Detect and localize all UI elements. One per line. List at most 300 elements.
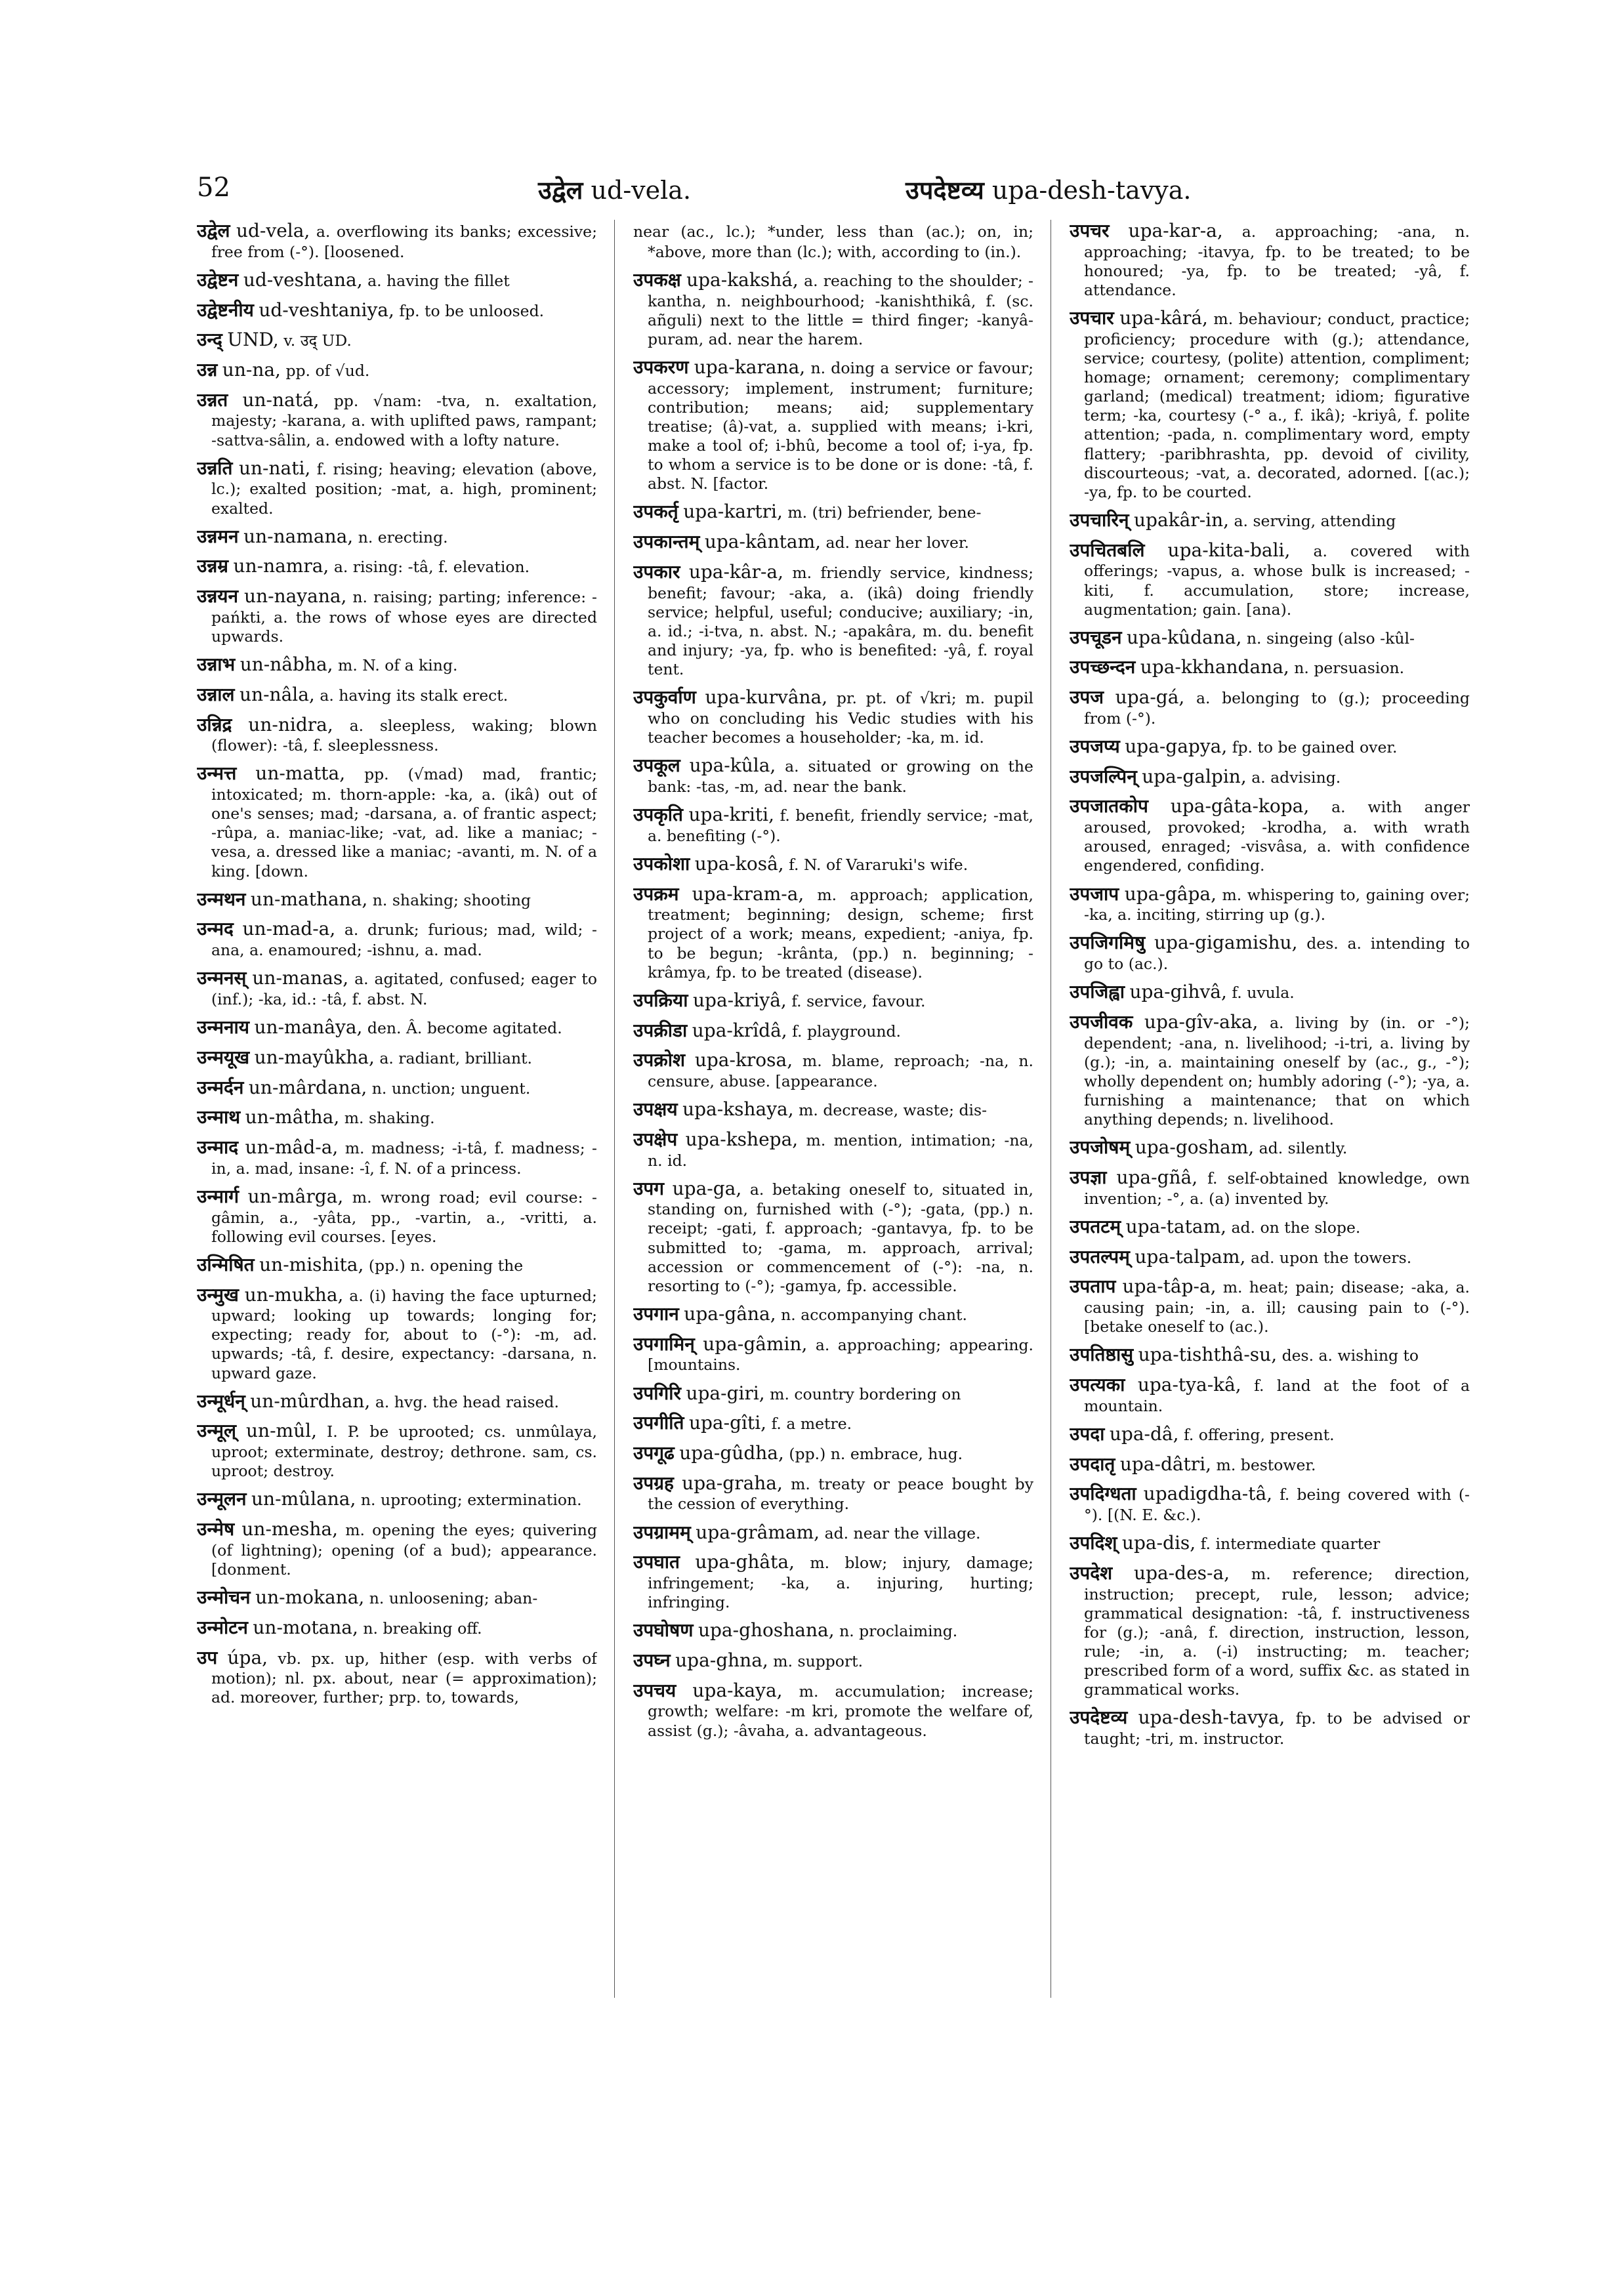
column-divider <box>614 220 615 1998</box>
headword-devanagari: उपज <box>1070 686 1104 709</box>
entry-definition: m. friendly service, kindness; benefit; favour; -aka, a. (ikâ) doing friendly service; helpful, useful; conducive; auxiliary; -in, a. id.; -i-tva, n. abst. N.; -apakâra, m. du. benefit and injury; -ya, fp. who is benefited: -yâ, f. royal tent. <box>648 563 1033 679</box>
headword-transliteration: upa-tâp-a, <box>1122 1275 1217 1298</box>
dictionary-entry <box>633 686 1033 747</box>
dictionary-entry <box>633 1680 1033 1741</box>
entry-definition: f. service, favour. <box>791 991 926 1010</box>
entry-definition: f. a metre. <box>771 1415 852 1434</box>
headword-devanagari: उपजीवक <box>1070 1010 1133 1033</box>
headword-devanagari: उन्नयन <box>197 585 239 608</box>
dictionary-entry <box>633 1020 1033 1043</box>
dictionary-entry <box>1070 1532 1470 1555</box>
headword-devanagari: उन्द् <box>197 329 222 351</box>
entry-definition: a. having its stalk erect. <box>320 686 509 705</box>
dictionary-entry <box>197 1136 597 1178</box>
headword-devanagari: उन्मनस् <box>197 967 247 989</box>
headword-devanagari: उपकर्तृ <box>633 501 678 523</box>
dictionary-entry <box>197 684 597 707</box>
dictionary-entry <box>1070 686 1470 728</box>
entry-definition: den. Â. become agitated. <box>367 1019 562 1038</box>
headword-transliteration: un-mad-a, <box>242 918 336 940</box>
headword-transliteration: un-mâtha, <box>245 1106 340 1128</box>
headword-transliteration: úpa, <box>227 1646 268 1668</box>
headword-transliteration: upa-kriti, <box>688 804 775 825</box>
dictionary-entry <box>633 501 1033 524</box>
entry-definition: n. breaking off. <box>363 1619 482 1638</box>
entry-definition: m. behaviour; conduct, practice; proficiency; procedure with (g.); attendance, service; courtesy, (polite) attention, compliment; homage; ornament; ceremony; complimentary garland; (medical) treatment; idiom; figurative term; -ka, courtesy (-° a., f. ikâ); -kriyâ, f. polite attention; -pada, n. complimentary word, empty flattery; -paribhrashta, pp. devoid of civility, discourteous; -vat, a. decorated, adorned. [(ac.); -ya, fp. to be courted. <box>1084 310 1470 501</box>
dictionary-entry <box>633 356 1033 493</box>
headword-devanagari: उन्मोचन <box>197 1586 251 1609</box>
headword-transliteration: upa-giri, <box>686 1382 765 1404</box>
headword-devanagari: उन्माद <box>197 1136 239 1158</box>
headword-devanagari: उपताप <box>1070 1275 1116 1298</box>
headword-transliteration: upa-tishthâ-su, <box>1138 1344 1278 1366</box>
headword-devanagari: उपचय <box>633 1679 677 1701</box>
headword-transliteration: upa-kar-a, <box>1128 220 1223 241</box>
dictionary-entry <box>1070 509 1470 532</box>
headword-devanagari: उपकान्तम् <box>633 531 700 553</box>
entry-definition: pp. (√mad) mad, frantic; intoxicated; m. thorn-apple: -ka, a. (ikâ) out of one's senses; mad; -darsana, a. of frantic aspect; -rûpa, a. maniac-like; -vat, ad. like a maniac; -vesa, a. dressed like a maniac; -avanti, m. N. of a king. [down. <box>211 765 597 880</box>
headword-devanagari: उद्वेल <box>197 220 230 241</box>
dictionary-entry <box>633 220 1033 262</box>
headword-devanagari: उपगीति <box>633 1412 684 1434</box>
headword-transliteration: un-natá, <box>242 388 320 411</box>
headword-devanagari: उपदातृ <box>1070 1453 1115 1475</box>
dictionary-entry <box>197 1518 597 1579</box>
dictionary-entry <box>1070 1011 1470 1129</box>
entry-definition: n. accompanying chant. <box>781 1305 967 1324</box>
entry-definition: fp. to be unloosed. <box>399 301 545 320</box>
dictionary-entry <box>197 359 597 382</box>
headword-transliteration: upa-krosa, <box>694 1049 793 1071</box>
headword-devanagari: उन्माथ <box>197 1106 241 1128</box>
dictionary-entry <box>1070 1167 1470 1209</box>
dictionary-entry <box>197 1617 597 1640</box>
entry-definition: v. उद् UD. <box>283 331 352 350</box>
headword-transliteration: ud-veshtana, <box>243 268 363 291</box>
dictionary-entry <box>197 269 597 292</box>
headword-devanagari: उपगान <box>633 1302 679 1325</box>
headword-transliteration: upa-kita-bali, <box>1167 539 1291 561</box>
headword-devanagari: उपतटम् <box>1070 1215 1121 1237</box>
entry-definition: ad. near her lover. <box>825 533 969 552</box>
headword-transliteration: upa-tatam, <box>1125 1215 1227 1237</box>
entry-definition: (pp.) n. opening the <box>368 1256 524 1275</box>
headword-devanagari: उपकोशा <box>633 852 690 875</box>
headword-transliteration: upa-talpam, <box>1135 1245 1246 1268</box>
dictionary-entry <box>633 853 1033 876</box>
headword-devanagari: उन्नम्र <box>197 555 229 577</box>
dictionary-entry <box>197 888 597 911</box>
entry-definition: m. reference; direction, instruction; precept, rule, lesson; advice; grammatical designation: -tâ, f. instructiveness for (g.); -anâ, f. direction, instruction, lesson, rule; -in, a. (-i) instructing; m. teacher; prescribed form of a word, suffix &c. as stated in grammatical works. <box>1084 1564 1470 1699</box>
entry-definition: f. uvula. <box>1232 983 1295 1003</box>
entry-definition: pp. of √ud. <box>285 362 370 380</box>
header-right-guideword <box>906 173 1191 207</box>
entry-definition: a. drunk; furious; mad, wild; -ana, a. enamoured; -ishnu, a. mad. <box>211 920 597 960</box>
dictionary-entry <box>633 883 1033 982</box>
dictionary-entry <box>1070 1374 1470 1416</box>
headword-transliteration: ud-veshtaniya, <box>259 299 394 321</box>
entry-definition: (pp.) n. embrace, hug. <box>789 1444 963 1463</box>
headword-transliteration: upa-kkhandana, <box>1140 656 1289 678</box>
headword-transliteration: upa-gâmin, <box>703 1333 808 1355</box>
entry-definition: n. doing a service or favour; accessory; implement, instrument; furniture; contribution; means; aid; supplementary treatise; (â)-vat, a. supplied with means; i-kri, make a tool of; i-bhû, become a tool of; i-ya, fp. to whom a service is to be done or is done: -tâ, f. abst. N. [factor. <box>648 358 1033 493</box>
dictionary-entry <box>197 1586 597 1609</box>
headword-devanagari: उपग <box>633 1177 665 1199</box>
headword-devanagari: उपघ्न <box>633 1649 671 1671</box>
headword-transliteration: upa-kurvâna, <box>705 686 828 709</box>
entry-definition: m. (tri) befriender, bene- <box>787 503 982 522</box>
headword-transliteration: un-mârga, <box>247 1185 344 1207</box>
headword-transliteration: upa-kârá, <box>1119 307 1208 329</box>
headword-transliteration: upa-ghna, <box>675 1649 768 1671</box>
headword-devanagari: उपचार <box>1070 307 1114 329</box>
headword-transliteration: upa-gñâ, <box>1116 1167 1198 1189</box>
entry-definition: a. belonging to (g.); proceeding from (-°). <box>1084 689 1470 728</box>
headword-devanagari: उपचर <box>1070 220 1110 241</box>
dictionary-entry <box>1070 656 1470 679</box>
entry-definition: a. with anger aroused, provoked; -krodha, a. with wrath aroused, enraged; -visvâsa, a. with confidence engendered, confiding. <box>1084 798 1470 875</box>
dictionary-entry <box>633 1303 1033 1326</box>
dictionary-entry <box>1070 1136 1470 1159</box>
headword-transliteration: upa-gâna, <box>684 1302 776 1325</box>
headword-transliteration: upa-gá, <box>1115 686 1185 709</box>
entry-definition: ad. silently. <box>1259 1139 1348 1158</box>
dictionary-entry <box>197 653 597 676</box>
headword-devanagari: उन्न <box>197 359 218 381</box>
headword-devanagari: उपगूढ <box>633 1441 675 1464</box>
headword-transliteration: ud-vela, <box>236 220 310 241</box>
entry-definition: a. radiant, brilliant. <box>379 1048 533 1067</box>
headword-transliteration: upa-gapya, <box>1125 735 1228 758</box>
headword-transliteration: upa-gosham, <box>1135 1136 1255 1159</box>
headword-devanagari: उपग्रामम् <box>633 1521 691 1543</box>
headword-transliteration: upa-des-a, <box>1134 1561 1230 1584</box>
headword-devanagari: उपदिग्धता <box>1070 1483 1136 1505</box>
entry-definition: m. N. of a king. <box>338 656 458 675</box>
dictionary-entry <box>633 1178 1033 1296</box>
entry-definition: f. land at the foot of a mountain. <box>1084 1376 1470 1415</box>
column-2 <box>633 220 1033 2004</box>
headword-transliteration: un-mathana, <box>250 888 368 910</box>
entry-definition: n. erecting. <box>358 527 448 547</box>
entry-definition: ad. upon the towers. <box>1250 1248 1412 1267</box>
entry-definition: des. a. wishing to <box>1281 1346 1419 1365</box>
dictionary-entry <box>1070 539 1470 619</box>
headword-devanagari: उपक्षय <box>633 1098 678 1121</box>
entry-definition: a. rising: -tâ, f. elevation. <box>333 558 530 577</box>
headword-devanagari: उपदिश् <box>1070 1532 1117 1554</box>
dictionary-entry <box>197 967 597 1009</box>
headword-transliteration: upa-gâta-kopa, <box>1170 795 1310 817</box>
dictionary-entry <box>197 526 597 548</box>
headword-devanagari: उन्मूलन <box>197 1488 247 1510</box>
dictionary-entry <box>633 531 1033 554</box>
headword-devanagari: उपजोषम् <box>1070 1136 1131 1159</box>
headword-devanagari: उपतल्पम् <box>1070 1245 1130 1268</box>
header-right-translit: upa-desh-tavya. <box>991 176 1192 205</box>
headword-transliteration: un-motana, <box>253 1616 358 1638</box>
dictionary-entry <box>633 1551 1033 1612</box>
headword-transliteration: upakâr-in, <box>1134 508 1230 531</box>
entry-definition: m. madness; -i-tâ, f. madness; -in, a. mad, insane: -î, f. N. of a princess. <box>211 1138 597 1178</box>
entry-definition: I. P. be uprooted; cs. unmûlaya, uproot; exterminate, destroy; dethrone. sam, cs. uproot; destroy. <box>211 1422 597 1481</box>
dictionary-entry <box>197 1186 597 1247</box>
entry-definition: ad. near the village. <box>824 1523 981 1542</box>
dictionary-entry <box>633 804 1033 846</box>
headword-devanagari: उद्वेष्टन <box>197 268 239 291</box>
headword-devanagari: उपगिरि <box>633 1382 681 1404</box>
headword-devanagari: उपकक्ष <box>633 268 681 291</box>
dictionary-columns <box>197 220 1470 2004</box>
dictionary-entry <box>1070 220 1470 300</box>
headword-devanagari: उपच्छन्दन <box>1070 656 1136 678</box>
dictionary-entry <box>1070 766 1470 789</box>
entry-definition: a. (i) having the face upturned; upward; looking up towards; longing for; expecting; ready for, about to (-°): -m, ad. upwards; -tâ, f. desire, expectancy: -darsana, n. upward gaze. <box>211 1286 597 1382</box>
headword-transliteration: upa-kshepa, <box>685 1128 799 1150</box>
dictionary-entry <box>197 762 597 880</box>
headword-devanagari: उन्मुख <box>197 1283 239 1306</box>
entry-definition: m. decrease, waste; dis- <box>799 1101 988 1120</box>
headword-transliteration: un-mayûkha, <box>254 1046 375 1068</box>
headword-devanagari: उपजिह्वा <box>1070 981 1125 1003</box>
entry-definition: n. persuasion. <box>1294 659 1405 678</box>
dictionary-entry <box>197 1077 597 1100</box>
headword-devanagari: उपक्रीडा <box>633 1019 688 1041</box>
dictionary-entry <box>1070 1423 1470 1446</box>
headword-transliteration: upa-karana, <box>694 356 806 378</box>
headword-transliteration: upa-ga, <box>672 1177 742 1199</box>
headword-transliteration: upa-grâmam, <box>696 1521 820 1543</box>
headword-transliteration: upa-tya-kâ, <box>1137 1374 1241 1396</box>
entry-definition: a. approaching; -ana, n. approaching; -itavya, fp. to be treated; to be honoured; -ya, fp. to be treated; -yâ, f. attendance. <box>1084 222 1470 299</box>
entry-definition: a. advising. <box>1251 768 1341 787</box>
headword-transliteration: un-nâbha, <box>239 653 333 676</box>
dictionary-entry <box>197 1106 597 1129</box>
headword-devanagari: उन्नति <box>197 457 233 479</box>
entry-definition: m. blame, reproach; -na, n. censure, abuse. [appearance. <box>648 1052 1033 1090</box>
headword-devanagari: उपज्ञा <box>1070 1167 1107 1189</box>
entry-definition: m. opening the eyes; quivering (of lightning); opening (of a bud); appearance. [donment. <box>211 1521 597 1579</box>
entry-definition: near (ac., lc.); *under, less than (ac.); on, in; *above, more than (lc.); with, according to (in.). <box>633 222 1033 261</box>
headword-devanagari: उन्मोटन <box>197 1616 248 1638</box>
headword-transliteration: upa-kântam, <box>704 531 822 553</box>
entry-definition: ad. on the slope. <box>1231 1218 1361 1237</box>
entry-definition: m. bestower. <box>1216 1455 1316 1474</box>
headword-transliteration: upadigdha-tâ, <box>1143 1483 1273 1505</box>
headword-devanagari: उन्नमन <box>197 525 239 547</box>
headword-transliteration: upa-graha, <box>682 1472 783 1494</box>
dictionary-entry <box>197 585 597 646</box>
entry-definition: m. country bordering on <box>770 1384 961 1403</box>
headword-devanagari: उन्मत्त <box>197 762 237 785</box>
entry-definition: a. covered with offerings; -vapus, a. whose bulk is increased; -kiti, f. accumulation, store; increase, augmentation; gain. [ana). <box>1084 541 1470 619</box>
dictionary-entry <box>1070 1246 1470 1269</box>
dictionary-entry <box>197 1390 597 1413</box>
dictionary-entry <box>633 269 1033 349</box>
dictionary-entry <box>197 1420 597 1481</box>
headword-devanagari: उपक्रिया <box>633 989 688 1011</box>
dictionary-entry <box>1070 735 1470 758</box>
entry-definition: n. proclaiming. <box>839 1622 958 1641</box>
entry-definition: m. mention, intimation; -na, n. id. <box>648 1130 1033 1170</box>
dictionary-entry <box>1070 307 1470 502</box>
headword-transliteration: upa-kâr-a, <box>688 560 784 583</box>
entry-definition: f. offering, present. <box>1183 1425 1335 1444</box>
dictionary-entry <box>1070 1483 1470 1525</box>
headword-devanagari: उपचितबलि <box>1070 539 1145 561</box>
headword-devanagari: उपक्रम <box>633 882 679 905</box>
dictionary-entry <box>633 1521 1033 1544</box>
entry-definition: m. heat; pain; disease; -aka, a. causing pain; -in, a. ill; causing pain to (-°). [betake oneself to (ac.). <box>1084 1278 1470 1336</box>
entry-definition: a. reaching to the shoulder; -kantha, n. neighbourhood; -kanishthikâ, f. (sc. añguli) next to the little = third finger; -kanyâ-puram, ad. near the harem. <box>648 271 1033 348</box>
headword-devanagari: उपघात <box>633 1551 680 1573</box>
headword-devanagari: उन्मद <box>197 918 234 940</box>
header-left-deva: उद्वेल <box>538 176 583 205</box>
headword-devanagari: उद्वेष्टनीय <box>197 299 254 321</box>
column-3 <box>1070 220 1470 2004</box>
headword-transliteration: upa-dâ, <box>1109 1422 1179 1445</box>
dictionary-entry <box>633 1619 1033 1642</box>
headword-transliteration: un-namana, <box>243 525 354 547</box>
dictionary-entry <box>197 918 597 960</box>
headword-devanagari: उपग्रह <box>633 1472 674 1494</box>
header-left-translit: ud-vela. <box>591 176 692 205</box>
headword-transliteration: un-na, <box>222 359 281 381</box>
headword-transliteration: upa-kshaya, <box>682 1098 794 1121</box>
headword-devanagari: उप <box>197 1646 218 1668</box>
dictionary-entry <box>197 299 597 322</box>
dictionary-entry <box>1070 1275 1470 1336</box>
dictionary-entry <box>197 389 597 450</box>
entry-definition: f. rising; heaving; elevation (above, lc.); exalted position; -mat, a. high, prominent; exalted. <box>211 459 597 518</box>
headword-transliteration: upa-kriyâ, <box>692 989 787 1011</box>
headword-devanagari: उपचूडन <box>1070 626 1122 648</box>
headword-transliteration: upa-krîdâ, <box>692 1019 787 1041</box>
headword-transliteration: upa-dis, <box>1121 1532 1196 1554</box>
entry-definition: vb. px. up, hither (esp. with verbs of motion); nl. px. about, near (= approximation); ad. moreover, further; prp. to, towards, <box>211 1649 597 1707</box>
headword-transliteration: un-mûrdhan, <box>250 1390 371 1412</box>
dictionary-entry <box>1070 1562 1470 1699</box>
headword-devanagari: उपघोषण <box>633 1619 694 1642</box>
headword-transliteration: UND, <box>227 329 279 351</box>
headword-devanagari: उपदा <box>1070 1422 1105 1445</box>
headword-transliteration: un-nâla, <box>239 683 315 705</box>
dictionary-entry <box>633 1412 1033 1435</box>
entry-definition: n. uprooting; extermination. <box>360 1491 582 1510</box>
headword-devanagari: उपक्रोश <box>633 1049 686 1071</box>
entry-definition: m. blow; injury, damage; infringement; -ka, a. injuring, hurting; infringing. <box>648 1554 1033 1612</box>
entry-definition: a. agitated, confused; eager to (inf.); -ka, id.: -tâ, f. abst. N. <box>211 970 597 1008</box>
dictionary-entry <box>197 1647 597 1708</box>
dictionary-entry <box>1070 627 1470 650</box>
entry-definition: a. sleepless, waking; blown (flower): -tâ, f. sleeplessness. <box>211 716 597 755</box>
headword-transliteration: un-mesha, <box>241 1518 339 1540</box>
dictionary-entry <box>1070 1344 1470 1367</box>
entry-definition: m. shaking. <box>344 1109 435 1128</box>
page-header <box>197 167 1470 213</box>
page-number: 52 <box>197 173 230 203</box>
headword-transliteration: upa-kakshá, <box>686 268 799 291</box>
entry-definition: a. betaking oneself to, situated in, standing on, furnished with (-°); -gata, (pp.) n. receipt; -gati, f. approach; -gantavya, fp. to be submitted to; -gama, m. approach, arrival; accession or commencement of (-°): -na, n. resorting to (-°); -gamya, fp. accessible. <box>648 1180 1033 1295</box>
headword-transliteration: upa-gîti, <box>688 1412 767 1434</box>
dictionary-entry <box>633 1333 1033 1375</box>
entry-definition: n. unction; unguent. <box>371 1079 531 1098</box>
dictionary-entry <box>633 1049 1033 1091</box>
headword-devanagari: उपजाप <box>1070 882 1119 905</box>
headword-transliteration: un-mukha, <box>244 1283 344 1306</box>
headword-transliteration: un-mokana, <box>255 1586 365 1609</box>
headword-devanagari: उपकृति <box>633 804 683 825</box>
headword-devanagari: उन्मनाय <box>197 1016 250 1039</box>
headword-devanagari: उपजिगमिषु <box>1070 932 1146 954</box>
entry-definition: pp. √nam: -tva, n. exaltation, majesty; -karana, a. with uplifted paws, rampant; -sattva-sâlin, a. endowed with a lofty nature. <box>211 391 597 449</box>
headword-transliteration: un-mûlana, <box>251 1488 356 1510</box>
entry-definition: a. overflowing its banks; excessive; free from (-°). [loosened. <box>211 222 597 261</box>
headword-transliteration: upa-ghâta, <box>695 1551 795 1573</box>
entry-definition: m. treaty or peace bought by the cession of everything. <box>648 1474 1033 1514</box>
dictionary-entry <box>633 755 1033 796</box>
entry-definition: m. wrong road; evil course: -gâmin, a., -yâta, pp., -vartin, a., -vritti, a. following evil courses. [eyes. <box>211 1188 597 1246</box>
entry-definition: a. serving, attending <box>1234 511 1396 530</box>
headword-transliteration: un-nidra, <box>248 713 333 735</box>
dictionary-entry <box>633 561 1033 679</box>
headword-transliteration: upa-galpin, <box>1142 765 1247 787</box>
headword-devanagari: उन्मिषित <box>197 1253 255 1275</box>
headword-devanagari: उपचारिन् <box>1070 508 1129 531</box>
headword-devanagari: उपदेश <box>1070 1561 1113 1584</box>
header-left-guideword <box>538 173 691 207</box>
headword-devanagari: उन्मूर्धन् <box>197 1390 245 1412</box>
entry-definition: fp. to be advised or taught; -tri, m. instructor. <box>1084 1709 1470 1748</box>
header-right-deva: उपदेष्टव्य <box>906 176 984 205</box>
dictionary-entry <box>197 329 597 352</box>
headword-transliteration: un-mâd-a, <box>245 1136 339 1158</box>
headword-devanagari: उपदेष्टव्य <box>1070 1706 1128 1729</box>
dictionary-entry <box>197 714 597 756</box>
entry-definition: a. situated or growing on the bank: -tas, -m, ad. near the bank. <box>648 757 1033 796</box>
headword-devanagari: उपजप्य <box>1070 735 1120 758</box>
headword-devanagari: उन्मर्दन <box>197 1076 244 1098</box>
headword-devanagari: उपगामिन् <box>633 1333 695 1355</box>
dictionary-entry <box>1070 1216 1470 1239</box>
entry-definition: m. approach; application, treatment; beginning; design, scheme; first project of a work; means, expedient; -aniya, fp. to be begun; -krânta, (pp.) n. beginning; -krâmya, fp. to be treated (disease). <box>648 885 1033 982</box>
entry-definition: fp. to be gained over. <box>1232 738 1398 757</box>
dictionary-entry <box>633 1442 1033 1465</box>
headword-devanagari: उन्मयूख <box>197 1046 250 1068</box>
dictionary-entry <box>197 457 597 518</box>
headword-transliteration: un-mishita, <box>259 1253 364 1275</box>
headword-transliteration: upa-gîv-aka, <box>1144 1010 1259 1033</box>
headword-transliteration: un-mûl, <box>246 1420 317 1442</box>
headword-transliteration: un-manâya, <box>254 1016 363 1039</box>
entry-definition: f. benefit, friendly service; -mat, a. benefiting (-°). <box>648 806 1033 845</box>
entry-definition: f. N. of Vararuki's wife. <box>789 855 968 874</box>
dictionary-entry <box>197 1254 597 1277</box>
dictionary-entry <box>197 1016 597 1039</box>
entry-definition: n. singeing (also -kûl- <box>1246 629 1415 648</box>
headword-transliteration: upa-desh-tavya, <box>1138 1706 1285 1729</box>
headword-devanagari: उन्नाभ <box>197 653 236 676</box>
headword-devanagari: उन्मार्ग <box>197 1185 239 1207</box>
entry-definition: f. being covered with (-°). [(N. E. &c.). <box>1084 1485 1470 1524</box>
headword-devanagari: उन्मथन <box>197 888 246 910</box>
headword-devanagari: उन्मूल् <box>197 1420 236 1442</box>
entry-definition: n. raising; parting; inference: -pańkti, a. the rows of whose eyes are directed upwards. <box>211 588 597 646</box>
headword-transliteration: upa-gigamishu, <box>1154 932 1298 954</box>
headword-transliteration: upa-kûdana, <box>1127 626 1242 648</box>
headword-transliteration: un-mârdana, <box>248 1076 367 1098</box>
entry-definition: f. self-obtained knowledge, own invention; -°, a. (a) invented by. <box>1084 1169 1470 1208</box>
